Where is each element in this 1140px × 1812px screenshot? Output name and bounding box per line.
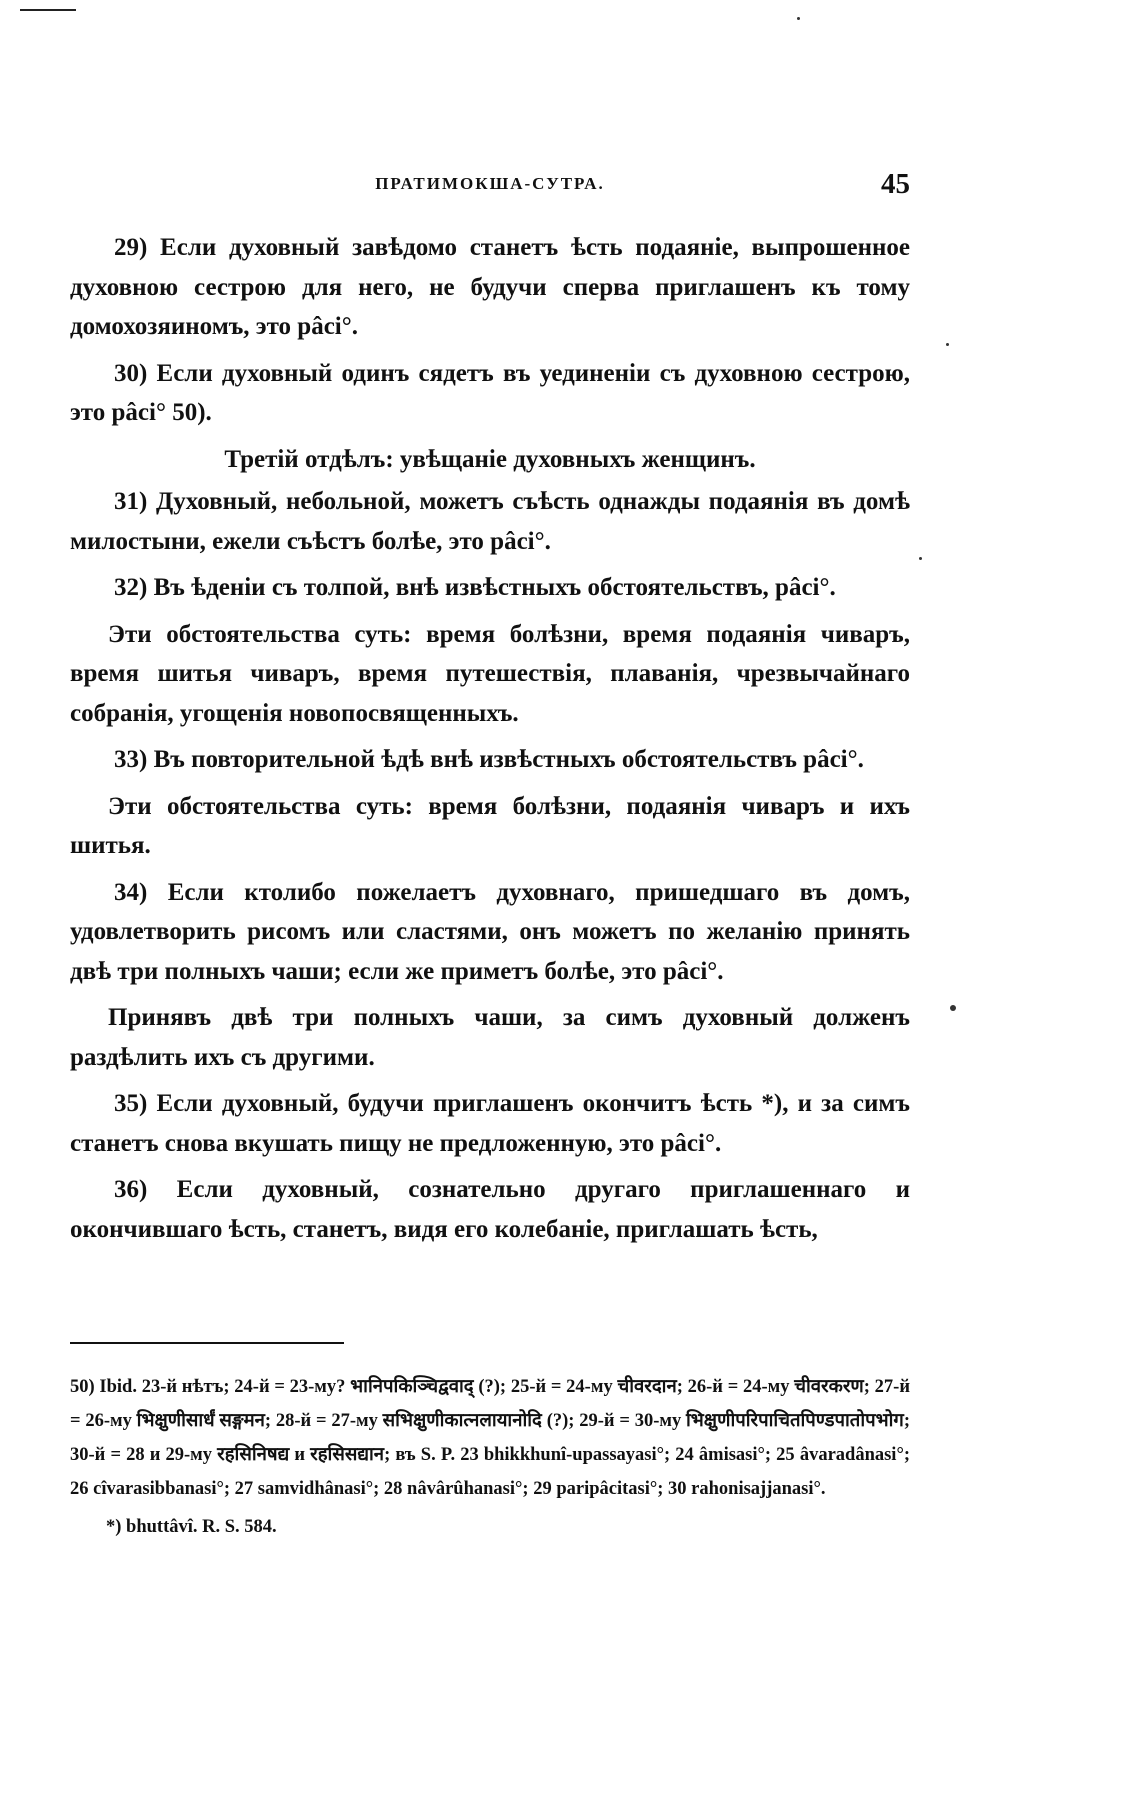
running-title: ПРАТИМОКША-СУТРА. [375,174,605,193]
paragraph-32-circumstances: Эти обстоятельства суть: время болѣзни, время подаянія чиваръ, время шитья чиваръ, время путешествія, плаванія, чрезвычайнаго собранія, угощенія новопосвященныхъ. [70,620,910,727]
scan-speck [950,1005,956,1011]
scan-speck [919,557,922,560]
page-number: 45 [881,168,910,200]
footnote-star: *) bhuttâvî. R. S. 584. [106,1517,277,1537]
footnote-50: 50) Ibid. 23-й нѣтъ; 24-й = 23-му? भानिपकिञ्चिद्ववाद् (?); 25-й = 24-му चीवरदान; 26-й = 24-му चीवरकरण; 27-й = 26-му भिक्षुणीसार्धं सङ्गमन; 28-й = 27-му सभिक्षुणीकात्नलायानोदि (?); 29-й = 30-му भिक्षुणीपरिपाचितपिण्डपातोपभोग; 30-й = 28 и 29-му रहसिनिषद्य и रहसिसद्यान; въ S. P. 23 bhikkhunî-upassayasi°; 24 âmisasi°; 25 âvaradânasi°; 26 cîvarasibbanasi°; 27 samvidhânasi°; 28 nâvârûhanasi°; 29 paripâcitasi°; 30 rahonisajjanasi°. [70,1377,910,1499]
paragraph-34: 34) Если ктолибо пожелаетъ духовнаго, пришедшаго въ домъ, удовлетворить рисомъ или сластями, онъ можетъ по желанію принять двѣ три полныхъ чаши; если же приметъ болѣе, это pâci°. [70,878,910,985]
paragraph-35: 35) Если духовный, будучи приглашенъ окончитъ ѣсть *), и за симъ станетъ снова вкушать пищу не предложенную, это pâci°. [70,1090,910,1157]
paragraph-34-continuation: Принявъ двѣ три полныхъ чаши, за симъ духовный долженъ раздѣлить ихъ съ другими. [70,1004,910,1071]
scan-speck [797,17,800,20]
paragraph-29: 29) Если духовный завѣдомо станетъ ѣсть подаяніе, выпрошенное духовною сестрою для него, не будучи сперва приглашенъ къ тому домохозяиномъ, это pâci°. [70,234,910,340]
section-heading: Третій отдѣлъ: увѣщаніе духовныхъ женщинъ. [224,445,756,473]
paragraph-36: 36) Если духовный, сознательно другаго приглашеннаго и окончившаго ѣсть, станетъ, видя его колебаніе, приглашать ѣсть, [70,1176,910,1243]
paragraph-33-circumstances: Эти обстоятельства суть: время болѣзни, подаянія чиваръ и ихъ шитья. [70,792,910,859]
page-edge-mark [20,9,76,11]
paragraph-31: 31) Духовный, небольной, можетъ съѣсть однажды подаянія въ домѣ милостыни, ежели съѣстъ болѣе, это pâci°. [70,488,910,555]
footnotes [70,1370,910,1548]
paragraph-32: 32) Въ ѣденіи съ толпой, внѣ извѣстныхъ обстоятельствъ, pâci°. [114,574,836,601]
main-text [70,228,910,1256]
scan-speck [946,343,949,346]
footnote-divider [70,1342,344,1344]
paragraph-30: 30) Если духовный одинъ сядетъ въ уединеніи съ духовною сестрою, это pâci° 50). [70,359,910,426]
page-header [70,168,910,208]
paragraph-33: 33) Въ повторительной ѣдѣ внѣ извѣстныхъ обстоятельствъ pâci°. [114,746,864,773]
